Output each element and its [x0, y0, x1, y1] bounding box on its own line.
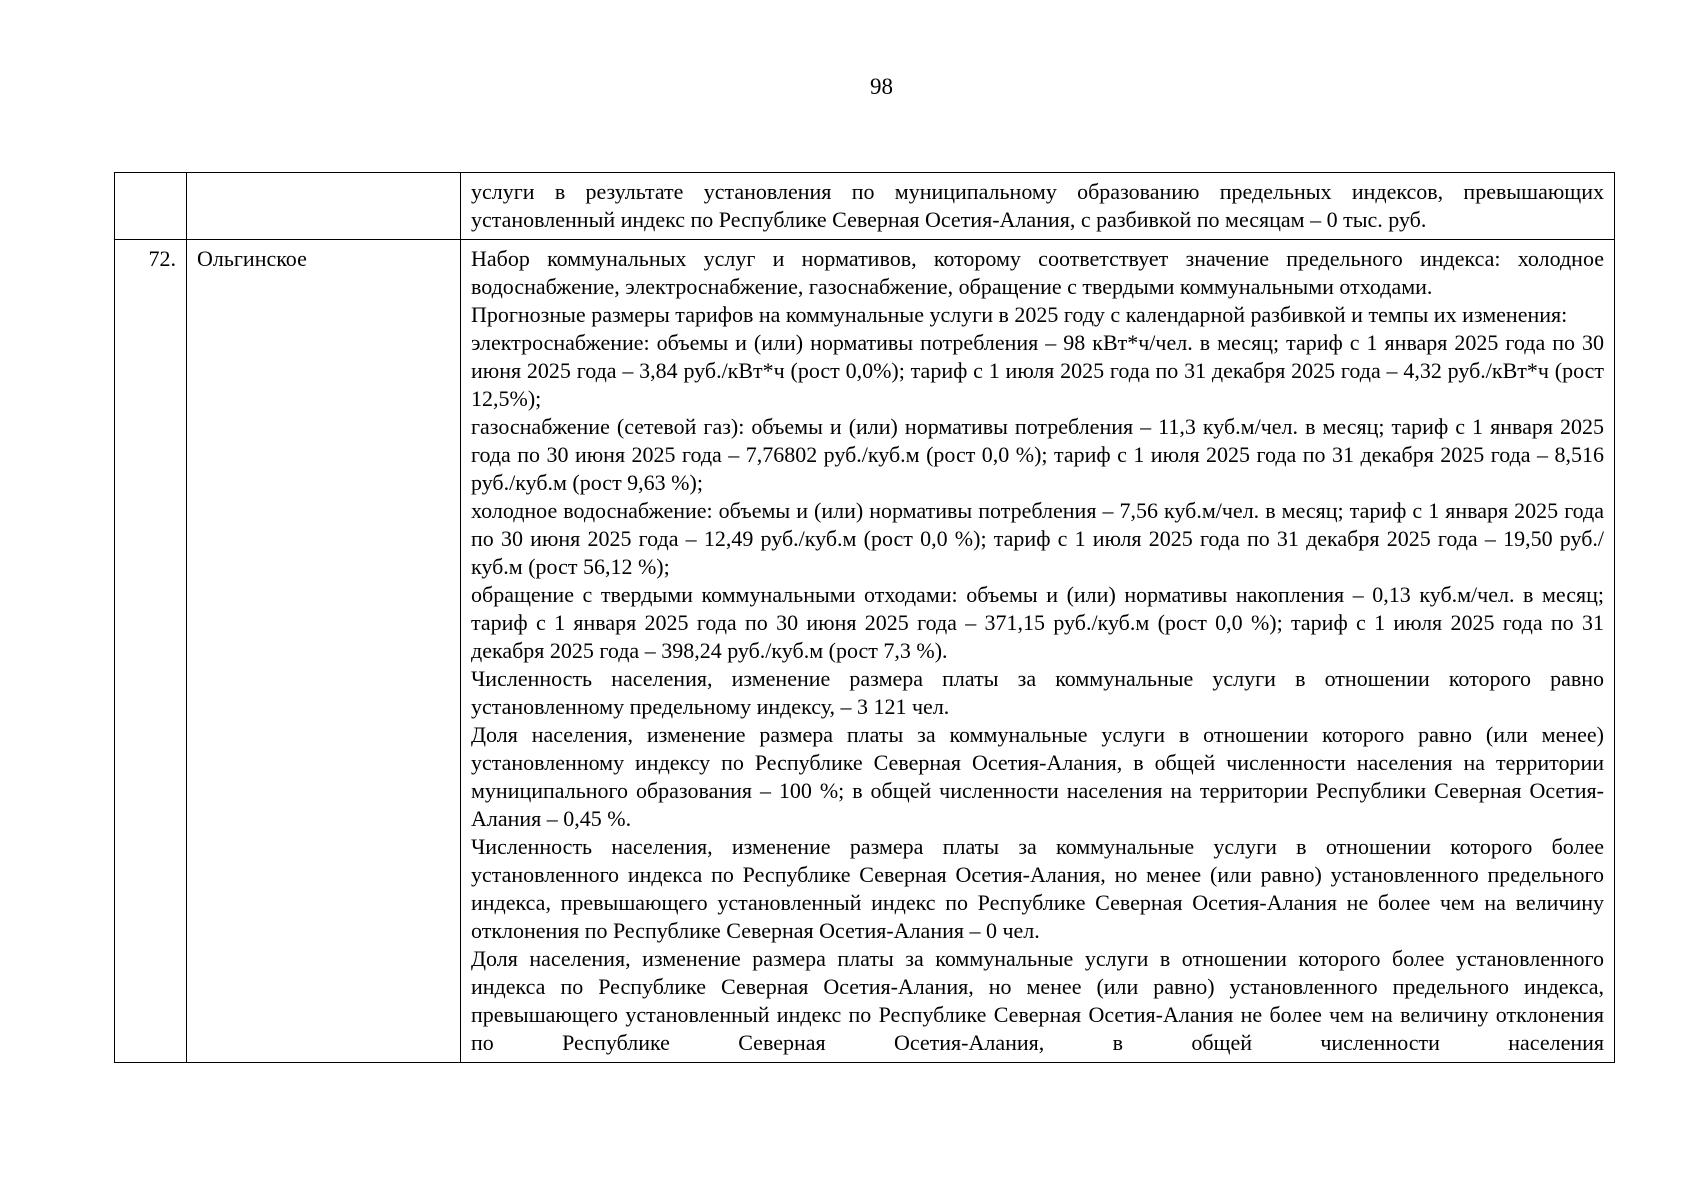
- table-row: [115, 240, 1615, 1063]
- page-number: 98: [870, 74, 893, 99]
- paragraph: обращение с твердыми коммунальными отходами: объемы и (или) нормативы накопления – 0,13 куб.м/чел. в месяц; тариф с 1 января 2025 года по 30 июня 2025 года – 371,15 руб./куб.м (рост 0,0 %); тариф с 1 июля 2025 года по 31 декабря 2025 года – 398,24 руб./куб.м (рост 7,3 %).: [471, 582, 1604, 663]
- municipal-tariff-table: [114, 172, 1615, 1063]
- row-description: [461, 173, 1615, 240]
- paragraph: электроснабжение: объемы и (или) нормативы потребления – 98 кВт*ч/чел. в месяц; тариф с 1 января 2025 года по 30 июня 2025 года – 3,84 руб./кВт*ч (рост 0,0%); тариф с 1 июля 2025 года по 31 декабря 2025 года – 4,32 руб./кВт*ч (рост 12,5%);: [471, 330, 1604, 411]
- paragraph: газоснабжение (сетевой газ): объемы и (или) нормативы потребления – 11,3 куб.м/чел. в месяц; тариф с 1 января 2025 года по 30 июня 2025 года – 7,76802 руб./куб.м (рост 0,0 %); тариф с 1 июля 2025 года по 31 декабря 2025 года – 8,516 руб./куб.м (рост 9,63 %);: [471, 414, 1604, 495]
- paragraph: Численность населения, изменение размера платы за коммунальные услуги в отношении которого более установленного индекса по Республике Северная Осетия-Алания, но менее (или равно) установленного предельного индекса, превышающего установленный индекс по Республике Северная Осетия-Алания не более чем на величину отклонения по Республике Северная Осетия-Алания – 0 чел.: [471, 834, 1604, 943]
- row-description: [461, 240, 1615, 1063]
- table-row: [115, 173, 1615, 240]
- municipality-name: Ольгинское: [187, 240, 461, 1063]
- municipality-name: [187, 173, 461, 240]
- paragraph: Прогнозные размеры тарифов на коммунальные услуги в 2025 году с календарной разбивкой и темпы их изменения:: [471, 302, 1568, 327]
- paragraph: услуги в результате установления по муниципальному образованию предельных индексов, превышающих установленный индекс по Республике Северная Осетия-Алания, с разбивкой по месяцам – 0 тыс. руб.: [471, 179, 1604, 232]
- paragraph: Доля населения, изменение размера платы за коммунальные услуги в отношении которого равно (или менее) установленному индексу по Республике Северная Осетия-Алания, в общей численности населения на территории муниципального образования – 100 %; в общей численности населения на территории Республики Северная Осетия-Алания – 0,45 %.: [471, 722, 1604, 831]
- paragraph: Численность населения, изменение размера платы за коммунальные услуги в отношении которого равно установленному предельному индексу, – 3 121 чел.: [471, 666, 1604, 719]
- paragraph: холодное водоснабжение: объемы и (или) нормативы потребления – 7,56 куб.м/чел. в месяц; тариф с 1 января 2025 года по 30 июня 2025 года – 12,49 руб./куб.м (рост 0,0 %); тариф с 1 июля 2025 года по 31 декабря 2025 года – 19,50 руб./куб.м (рост 56,12 %);: [471, 498, 1604, 579]
- row-number: [115, 173, 187, 240]
- row-number: 72.: [115, 240, 187, 1063]
- paragraph: Доля населения, изменение размера платы за коммунальные услуги в отношении которого более установленного индекса по Республике Северная Осетия-Алания, но менее (или равно) установленного предельного индекса, превышающего установленный индекс по Республике Северная Осетия-Алания не более чем на величину отклонения по Республике Северная Осетия-Алания, в общей численности населения: [471, 946, 1604, 1055]
- paragraph: Набор коммунальных услуг и нормативов, которому соответствует значение предельного индекса: холодное водоснабжение, электроснабжение, газоснабжение, обращение с твердыми коммунальными отходами.: [471, 246, 1604, 299]
